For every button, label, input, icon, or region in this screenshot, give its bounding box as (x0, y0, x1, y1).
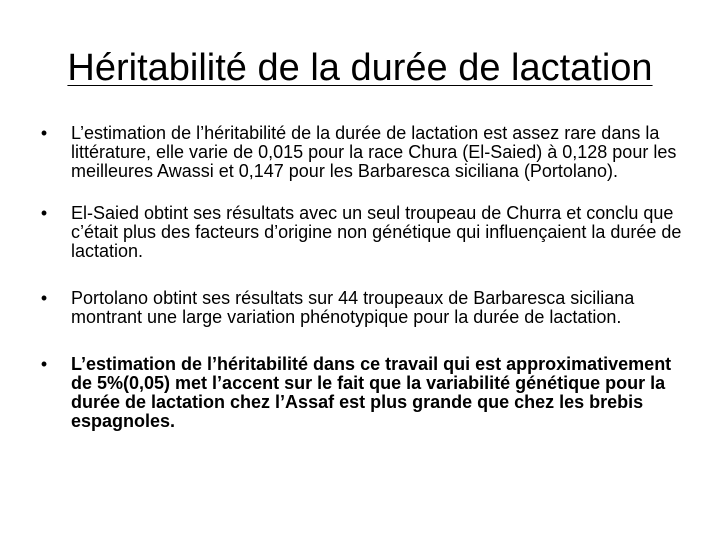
bullet-text: Portolano obtint ses résultats sur 44 troupeaux de Barbaresca siciliana montrant une large variation phénotypique pour la durée de lactation. (71, 288, 635, 327)
bullet-list (38, 124, 688, 459)
bullet-marker: • (40, 354, 48, 374)
bullet-text: L’estimation de l’héritabilité dans ce travail qui est approximativement de 5%(0,05) met l’accent sur le fait que la variabilité génétique pour la durée de lactation chez l’Assaf est plus grande que chez les brebis espagnoles. (71, 354, 672, 431)
bullet-marker: • (40, 203, 48, 223)
bullet-marker: • (40, 123, 48, 143)
bullet-item (38, 124, 688, 181)
bullet-marker: • (40, 288, 48, 308)
bullet-text: El-Saied obtint ses résultats avec un seul troupeau de Churra et conclu que c’était plus des facteurs d’origine non génétique qui influençaient la durée de lactation. (71, 203, 682, 261)
bullet-item (38, 289, 688, 327)
bullet-text: L’estimation de l’héritabilité de la durée de lactation est assez rare dans la littérature, elle varie de 0,015 pour la race Chura (El-Saied) à 0,128 pour les meilleures Awassi et 0,147 pour les Barbaresca siciliana (Portolano). (71, 123, 677, 181)
bullet-item (38, 204, 688, 261)
bullet-item (38, 355, 688, 431)
slide-title: Héritabilité de la durée de lactation (67, 47, 653, 89)
